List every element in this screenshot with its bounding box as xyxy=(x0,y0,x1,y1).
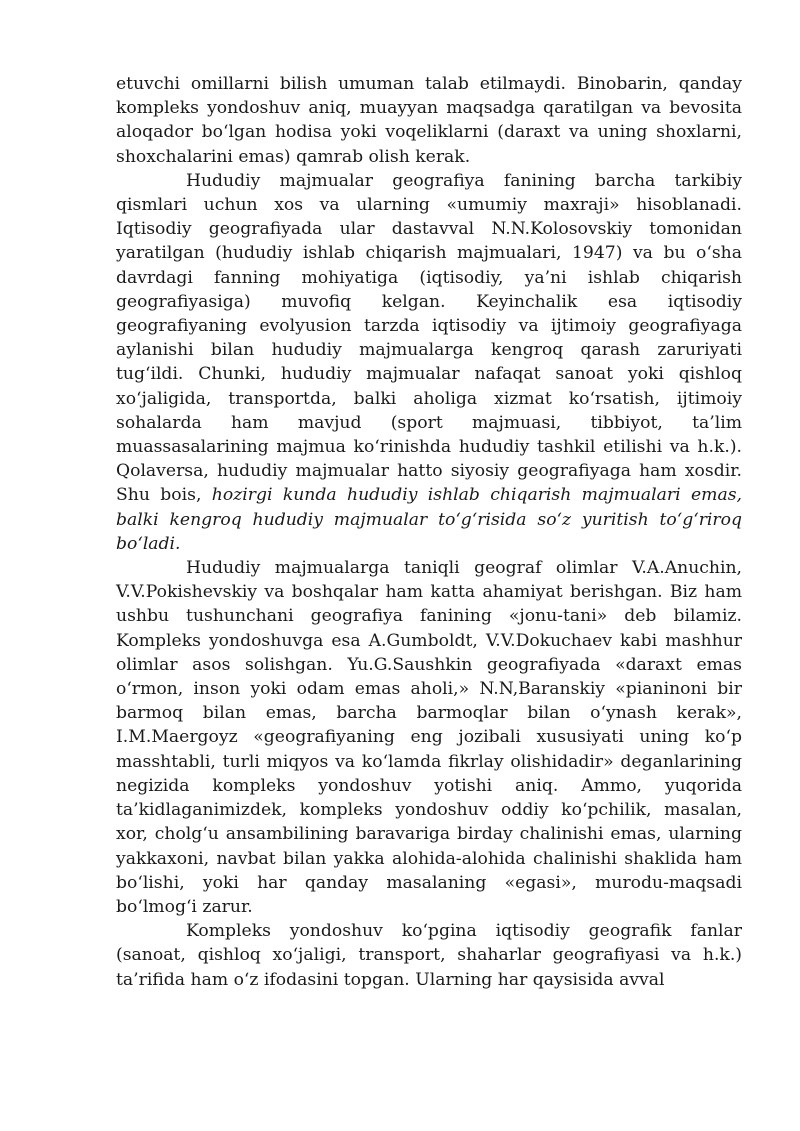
paragraph-2-text: Hududiy majmualar geografiya fanining barcha tarkibiy qismlari uchun xos va ularning «umumiy maxraji» hisoblanadi. Iqtisodiy geografiyada ular dastavval N.N.Kolosovskiy tomonidan yaratilgan (hududiy ishlab chiqarish majmualari, 1947) va bu o‘sha davrdagi fanning mohiyatiga (iqtisodiy, ya’ni ishlab chiqarish geografiyasiga) muvofiq kelgan. Keyinchalik esa iqtisodiy geografiyaning evolyusion tarzda iqtisodiy va ijtimoiy geografiyaga aylanishi bilan hududiy majmualarga kengroq qarash zaruriyati tug‘ildi. Chunki, hududiy majmualar nafaqat sanoat yoki qishloq xo‘jaligida, transportda, balki aholiga xizmat ko‘rsatish, ijtimoiy sohalarda ham mavjud (sport majmuasi, tibbiyot, ta’lim muassasalarining majmua ko‘rinishda hududiy tashkil etilishi va h.k.). Qolaversa, hududiy majmualar hatto siyosiy geografiyaga ham xosdir. Shu bois, xyxy=(116,170,742,506)
paragraph-2-italic-text: hozirgi kunda hududiy ishlab chiqarish majmualari emas, balki kengroq hududiy majmualar to‘g‘risida so‘z yuritish to‘g‘riroq bo‘ladi. xyxy=(116,485,742,554)
paragraph-3-text: Hududiy majmualarga taniqli geograf olimlar V.A.Anuchin, V.V.Pokishevskiy va boshqalar ham katta ahamiyat berishgan. Biz ham ushbu tushunchani geografiya fanining «jonu-tani» deb bilamiz. Kompleks yondoshuvga esa A.Gumboldt, V.V.Dokuchaev kabi mashhur olimlar asos solishgan. Yu.G.Saushkin geografiyada «daraxt emas o‘rmon, inson yoki odam emas aholi,» N.N,Baranskiy «pianinoni bir barmoq bilan emas, barcha barmoqlar bilan o‘ynash kerak», I.M.Maergoyz «geografiyaning eng jozibali xususiyati uning ko‘p masshtabli, turli miqyos va ko‘lamda fikrlay olishidadir» deganlarining negizida kompleks yondoshuv yotishi aniq. Ammo, yuqorida ta’kidlaganimizdek, kompleks yondoshuv oddiy ko‘pchilik, masalan, xor, cholg‘u ansambilining baravariga birday chalinishi emas, ularning yakkaxoni, navbat bilan yakka alohida-alohida chalinishi shaklida ham bo‘lishi, yoki har qanday masalaning «egasi», murodu-maqsadi bo‘lmog‘i zarur. xyxy=(116,558,742,917)
document-page xyxy=(116,72,742,992)
paragraph-3 xyxy=(116,556,742,919)
paragraph-1-text: etuvchi omillarni bilish umuman talab etilmaydi. Binobarin, qanday kompleks yondoshuv aniq, muayyan maqsadga qaratilgan va bevosita aloqador bo‘lgan hodisa yoki voqeliklarni (daraxt va uning shoxlarni, shoxchalarini emas) qamrab olish kerak. xyxy=(116,74,742,167)
paragraph-4-text: Kompleks yondoshuv ko‘pgina iqtisodiy geografik fanlar (sanoat, qishloq xo‘jaligi, transport, shaharlar geografiyasi va h.k.) ta’rifida ham o‘z ifodasini topgan. Ularning har qaysisida avval xyxy=(116,921,742,990)
paragraph-2 xyxy=(116,169,742,556)
paragraph-4 xyxy=(116,919,742,992)
paragraph-1 xyxy=(116,72,742,169)
